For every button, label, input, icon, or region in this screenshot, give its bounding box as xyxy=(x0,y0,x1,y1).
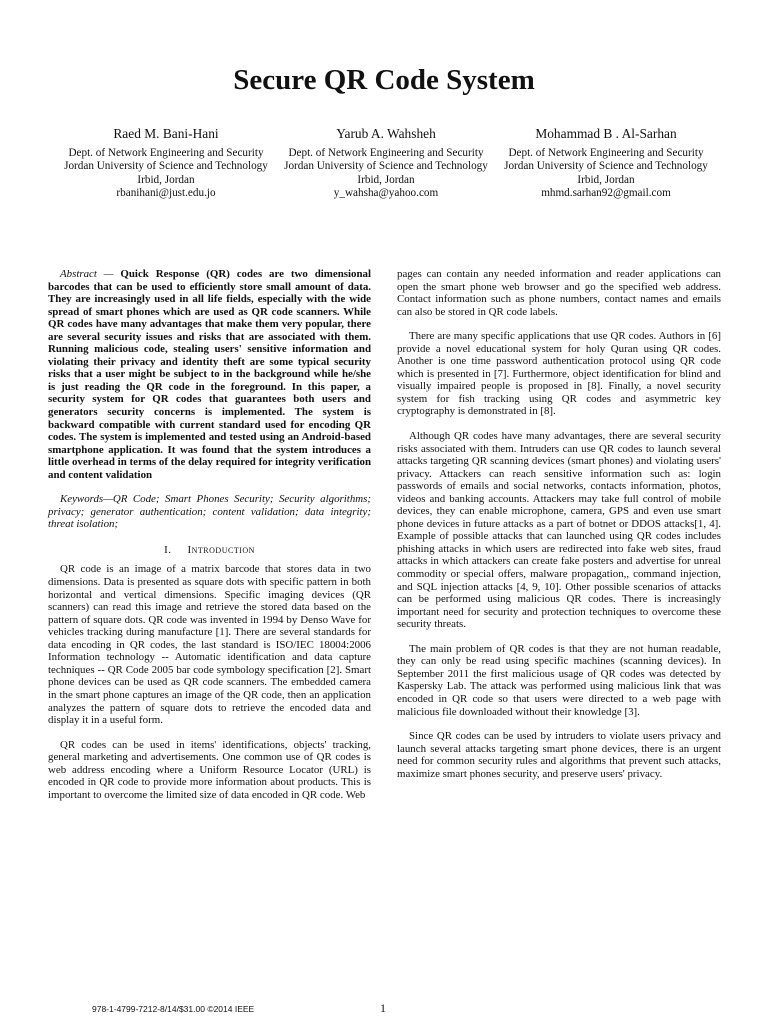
abstract-body: Quick Response (QR) codes are two dimensional barcodes that can be used to efficiently store small amount of data. They are increasingly used in all life fields, especially with the wide spread of smart phones which are used as QR code scanners. While QR codes have many advantages that make them very popular, there are several security issues and risks that are associated with them. Running malicious code, stealing users' sensitive information and violating their privacy and identity theft are some typical security risks that a user might be subject to in the background while he/she is just reading the QR code in the foreground. In this paper, a security system for QR codes that guarantees both users and generators security concerns is implemented. The system is backward compatible with current standard used for encoding QR codes. The system is implemented and tested using an Android-based smartphone application. It was found that the system introduces a little overhead in terms of the delay required for integrity verification and content validation xyxy=(48,268,371,481)
left-column xyxy=(48,268,371,813)
abstract xyxy=(48,268,371,481)
paragraph: QR codes can be used in items' identifications, objects' tracking, general marketing and advertisements. One common use of QR codes is web address encoding where a Uniform Resource Locator (URL) is encoded in QR code to provide more information about products. This is important to overcome the limited size of data encoded in QR code. Web xyxy=(48,738,371,801)
author-3 xyxy=(496,127,716,201)
author-block xyxy=(56,127,716,201)
section-title: Introduction xyxy=(187,543,255,556)
author-city: Irbid, Jordan xyxy=(137,173,195,186)
paragraph: pages can contain any needed information and reader applications can open the smart phone web browser and go the specified web address. Contact information such as phone numbers, contact names and emails can also be stored in QR code labels. xyxy=(397,268,721,318)
paragraph: There are many specific applications that use QR codes. Authors in [6] provide a novel educational system for holy Quran using QR codes. Another is one time password authentication protocol using QR code which is presented in [7]. Furthermore, object identification for blind and visually impaired people is proposed in [8]. Finally, a novel security system for fish tracking using QR codes and asymmetric key cryptography is demonstrated in [8]. xyxy=(397,330,721,418)
author-university: Jordan University of Science and Technology xyxy=(64,160,268,173)
author-university: Jordan University of Science and Technology xyxy=(284,160,488,173)
author-name: Mohammad B . Al-Sarhan xyxy=(535,126,677,141)
author-department: Dept. of Network Engineering and Security xyxy=(288,146,484,159)
author-university: Jordan University of Science and Technology xyxy=(504,160,708,173)
author-city: Irbid, Jordan xyxy=(577,173,635,186)
paragraph: Since QR codes can be used by intruders to violate users privacy and launch several attacks targeting smart phone devices, there is an urgent need for common security rules and algorithms that prevent such attacks, maximize smart phones security, and preserve users' privacy. xyxy=(397,730,721,780)
paper-title: Secure QR Code System xyxy=(233,64,535,96)
author-email: mhmd.sarhan92@gmail.com xyxy=(541,187,671,200)
author-2 xyxy=(276,127,496,201)
abstract-lead: Abstract — xyxy=(60,268,114,280)
keywords: Keywords—QR Code; Smart Phones Security; Security algorithms; privacy; generator authentication; content validation; data integrity; threat isolation; xyxy=(48,493,371,531)
section-number: I. xyxy=(164,543,172,556)
author-email: rbanihani@just.edu.jo xyxy=(116,187,216,200)
paragraph: Although QR codes have many advantages, there are several security risks associated with them. Intruders can use QR codes to launch several attacks targeting QR scanning devices (smart phones) and violating users' privacy. Attackers can reach sensitive information such as: login passwords of emails and social networks, contacts information, photos, videos and banking accounts. Attackers may take full control of mobile devices, they can enable microphone, camera, GPS and even use smart phone devices in future attacks as a part of botnet or DDOS attacks[1, 4]. Example of possible attacks that can launched using QR codes includes phishing attacks in which users are redirected into fake web sites, fraud attacks in which attackers can create fake posters and advertise for unreal commodity or special offers, malware propagation,, command injection, and SQL injection attacks [4, 9, 10]. Other possible scenarios of attacks can be performed using malicious QR codes. There is increasingly important need for security and protection techniques to overcome these security threats. xyxy=(397,430,721,631)
paragraph: QR code is an image of a matrix barcode that stores data in two dimensions. Data is presented as square dots with specific pattern in both horizontal and vertical dimensions. Specific imaging devices (QR scanners) can read this image and retrieve the stored data based on the pattern of square dots. QR code was invented in 1994 by Denso Wave for vehicles tracking during manufacture [1]. There are several standards for data encoding in QR codes, the last standard is ISO/IEC 18004:2006 Information technology -- Automatic identification and data capture techniques -- QR Code 2005 bar code symbology specification [2]. Smart phone devices can be used as QR code scanners. The embedded camera in the smart phone captures an image of the QR code, then an application analyzes the pattern of square dots to retrieve the encoded data and display it in a useful form. xyxy=(48,563,371,727)
section-heading xyxy=(48,544,371,557)
footer-isbn: 978-1-4799-7212-8/14/$31.00 ©2014 IEEE xyxy=(92,1004,255,1014)
author-name: Raed M. Bani-Hani xyxy=(113,126,219,141)
author-name: Yarub A. Wahsheh xyxy=(336,126,436,141)
page-number: 1 xyxy=(380,1001,386,1015)
author-1 xyxy=(56,127,276,201)
author-department: Dept. of Network Engineering and Security xyxy=(68,146,264,159)
right-column xyxy=(397,268,721,792)
author-department: Dept. of Network Engineering and Security xyxy=(508,146,704,159)
author-city: Irbid, Jordan xyxy=(357,173,415,186)
paragraph: The main problem of QR codes is that they are not human readable, they can only be read using specific machines (scanning devices). In September 2011 the first malicious usage of QR codes was detected by Kaspersky Lab. The attack was performed using malicious link that was encoded in QR code so that users were directed to a web page with malicious file downloaded without their knowledge [3]. xyxy=(397,642,721,718)
author-email: y_wahsha@yahoo.com xyxy=(333,187,439,200)
